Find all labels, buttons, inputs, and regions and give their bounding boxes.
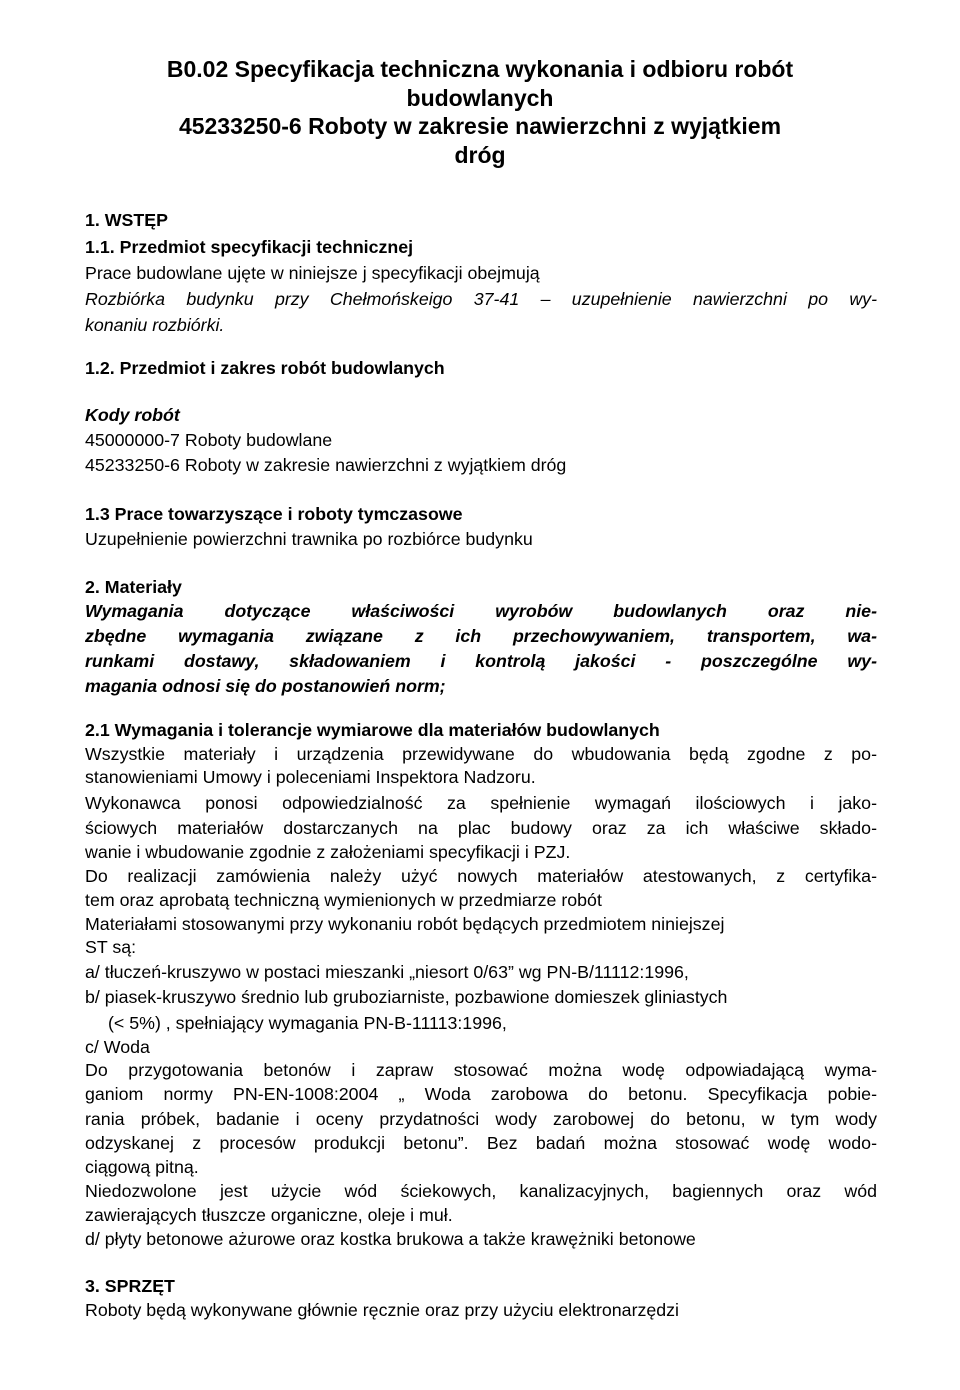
paragraph-line: Uzupełnienie powierzchni trawnika po rozbiórce budynku <box>85 529 533 549</box>
italic-paragraph-line: konaniu rozbiórki. <box>85 315 225 335</box>
paragraph-line: tem oraz aprobatą techniczną wymienionych w przedmiarze robót <box>85 890 602 910</box>
paragraph-line: Do realizacji zamówienia należy użyć nowych materiałów atestowanych, z certyfika- <box>85 866 877 886</box>
section-heading-wstep: 1. WSTĘP <box>85 210 168 230</box>
title-line: B0.02 Specyfikacja techniczna wykonania i odbioru robót <box>166 56 794 82</box>
material-item-c: c/ Woda <box>85 1037 150 1057</box>
paragraph-line: zawierających tłuszcze organiczne, oleje i muł. <box>85 1205 453 1225</box>
material-item-b-continued: (< 5%) , spełniający wymagania PN-B-11113:1996, <box>108 1013 507 1033</box>
paragraph-line: ST są: <box>85 937 137 957</box>
title-line: dróg <box>454 141 506 168</box>
material-item-a: a/ tłuczeń-kruszywo w postaci mieszanki „niesort 0/63” wg PN-B/11112:1996, <box>85 962 689 982</box>
paragraph-line: Prace budowlane ujęte w niniejsze j specyfikacji obejmują <box>85 263 540 283</box>
italic-paragraph-line: Rozbiórka budynku przy Chełmońskeigo 37-41 – uzupełnienie nawierzchni po wy- <box>85 289 877 309</box>
material-item-d: d/ płyty betonowe ażurowe oraz kostka brukowa a także krawężniki betonowe <box>85 1229 696 1249</box>
paragraph-line: Materiałami stosowanymi przy wykonaniu robót będących przedmiotem niniejszej <box>85 914 725 934</box>
title-line: 45233250-6 Roboty w zakresie nawierzchni z wyjątkiem <box>178 113 782 140</box>
paragraph-line: stanowieniami Umowy i poleceniami Inspektora Nadzoru. <box>85 767 536 787</box>
paragraph-line: rania próbek, badanie i oceny przydatności wody zarobowej do betonu, w tym wody <box>85 1109 877 1129</box>
paragraph-line: ściowych materiałów dostarczanych na plac budowy oraz za ich właściwe składo- <box>85 818 877 838</box>
paragraph-line: Niedozwolone jest użycie wód ściekowych, kanalizacyjnych, bagiennych oraz wód <box>85 1181 877 1201</box>
paragraph-line: Roboty będą wykonywane głównie ręcznie oraz przy użyciu elektronarzędzi <box>85 1300 679 1320</box>
code-line: 45000000-7 Roboty budowlane <box>85 430 333 450</box>
document-title <box>84 55 876 169</box>
section-heading-sprzet: 3. SPRZĘT <box>85 1276 175 1296</box>
requirements-line: zbędne wymagania związane z ich przechowywaniem, transportem, wa- <box>85 626 877 646</box>
material-item-b: b/ piasek-kruszywo średnio lub gruboziarniste, pozbawione domieszek gliniastych <box>85 987 728 1007</box>
subsection-heading-1-2: 1.2. Przedmiot i zakres robót budowlanych <box>85 358 445 378</box>
section-heading-materialy: 2. Materiały <box>85 577 182 597</box>
paragraph-line: ganiom normy PN-EN-1008:2004 „ Woda zarobowa do betonu. Specyfikacja pobie- <box>85 1084 877 1104</box>
codes-title: Kody robót <box>85 405 180 425</box>
subsection-heading-1-3: 1.3 Prace towarzyszące i roboty tymczasowe <box>85 504 463 524</box>
requirements-line: magania odnosi się do postanowień norm; <box>85 676 446 696</box>
paragraph-line: ciągową pitną. <box>85 1157 199 1177</box>
paragraph-line: Wszystkie materiały i urządzenia przewidywane do wbudowania będą zgodne z po- <box>85 744 877 764</box>
subsection-heading-1-1: 1.1. Przedmiot specyfikacji technicznej <box>85 237 414 257</box>
paragraph-line: Wykonawca ponosi odpowiedzialność za spełnienie wymagań ilościowych i jako- <box>85 793 877 813</box>
subsection-heading-2-1: 2.1 Wymagania i tolerancje wymiarowe dla materiałów budowlanych <box>85 720 660 740</box>
code-line: 45233250-6 Roboty w zakresie nawierzchni z wyjątkiem dróg <box>85 455 567 475</box>
paragraph-line: wanie i wbudowanie zgodnie z założeniami specyfikacji i PZJ. <box>85 842 571 862</box>
requirements-line: runkami dostawy, składowaniem i kontrolą jakości - poszczególne wy- <box>85 651 877 671</box>
requirements-line: Wymagania dotyczące właściwości wyrobów budowlanych oraz nie- <box>85 601 877 621</box>
paragraph-line: odzyskanej z procesów produkcji betonu”. Bez badań można stosować wodę wodo- <box>85 1133 877 1153</box>
title-line: budowlanych <box>406 84 554 111</box>
paragraph-line: Do przygotowania betonów i zapraw stosować można wodę odpowiadającą wyma- <box>85 1060 877 1080</box>
